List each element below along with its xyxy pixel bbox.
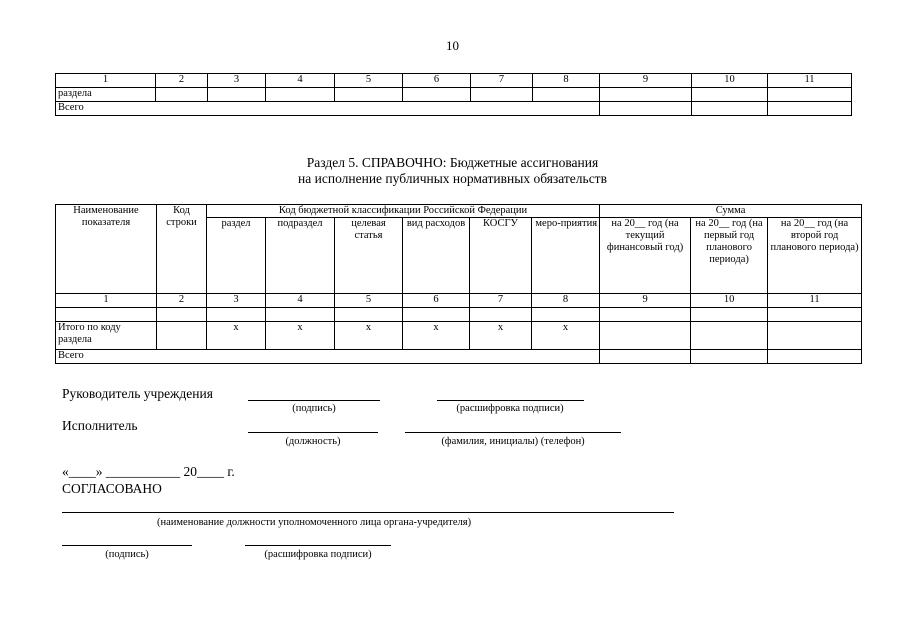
x-mark: х [403,322,470,350]
fio-phone-caption: (фамилия, инициалы) (телефон) [441,436,585,447]
top-col-4: 4 [266,74,335,88]
agreed-decode-caption: (расшифровка подписи) [264,549,372,560]
x-mark: х [532,322,600,350]
main-total-by-code-row [56,322,862,350]
header-tselevaya-statya: целевая статья [335,218,403,294]
head-decode-line [437,400,584,401]
x-mark: х [470,322,532,350]
top-table-row-total [56,102,852,116]
position-caption: (должность) [285,436,341,447]
top-col-7: 7 [471,74,533,88]
section-title-line2: на исполнение публичных нормативных обязательств [298,171,607,186]
num-3: 3 [207,294,266,308]
main-total-row [56,350,862,364]
top-col-2: 2 [156,74,208,88]
top-table-row-razdel [56,88,852,102]
num-6: 6 [403,294,470,308]
header-code: Код строки [157,205,207,294]
header-kosgu: КОСГУ [470,218,532,294]
header-kbk-group: Код бюджетной классификации Российской Федерации [207,205,600,218]
header-sum-first: на 20__ год (на первый год планового периода) [691,218,768,294]
top-col-3: 3 [208,74,266,88]
agreed-label: СОГЛАСОВАНО [62,481,162,496]
main-table [55,204,862,364]
header-sum-group: Сумма [600,205,862,218]
num-10: 10 [691,294,768,308]
x-mark: х [335,322,403,350]
top-col-5: 5 [335,74,403,88]
decode-caption: (расшифровка подписи) [456,403,564,414]
header-sum-second: на 20__ год (на второй год планового периода) [768,218,862,294]
agreed-decode-line [245,545,391,546]
executor-label: Исполнитель [62,418,138,433]
num-2: 2 [157,294,207,308]
top-col-10: 10 [692,74,768,88]
num-11: 11 [768,294,862,308]
header-vid-raskhodov: вид расходов [403,218,470,294]
top-col-1: 1 [56,74,156,88]
agreed-signature-line [62,545,192,546]
top-table [55,73,852,116]
authority-caption: (наименование должности уполномоченного лица органа-учредителя) [157,517,472,528]
section-title-line1: Раздел 5. СПРАВОЧНО: Бюджетные ассигнования [306,155,599,170]
main-total-label: Всего [56,350,600,364]
date-line: «____» ___________ 20____ г. [62,464,235,479]
header-podrazdel: подраздел [266,218,335,294]
top-col-8: 8 [533,74,600,88]
authority-line [62,512,674,513]
top-col-9: 9 [600,74,692,88]
num-9: 9 [600,294,691,308]
num-7: 7 [470,294,532,308]
num-8: 8 [532,294,600,308]
executor-fio-line [405,432,621,433]
num-4: 4 [266,294,335,308]
header-sum-current: на 20__ год (на текущий финансовый год) [600,218,691,294]
executor-position-line [248,432,378,433]
header-razdel: раздел [207,218,266,294]
main-header-row-1 [56,205,862,218]
top-col-6: 6 [403,74,471,88]
agreed-signature-caption: (подпись) [105,549,149,560]
num-1: 1 [56,294,157,308]
head-label: Руководитель учреждения [62,386,213,401]
header-meropriyatiya: меро-приятия [532,218,600,294]
top-razdel-label: раздела [56,88,156,102]
top-table-header-row [56,74,852,88]
total-by-code-label: Итого по коду раздела [56,322,157,350]
x-mark: х [207,322,266,350]
num-5: 5 [335,294,403,308]
header-name: Наименование показателя [56,205,157,294]
top-col-11: 11 [768,74,852,88]
x-mark: х [266,322,335,350]
signature-caption: (подпись) [292,403,336,414]
top-total-label: Всего [56,102,600,116]
main-empty-row [56,308,862,322]
main-numbers-row [56,294,862,308]
page-number: 10 [446,38,459,53]
head-signature-line [248,400,380,401]
